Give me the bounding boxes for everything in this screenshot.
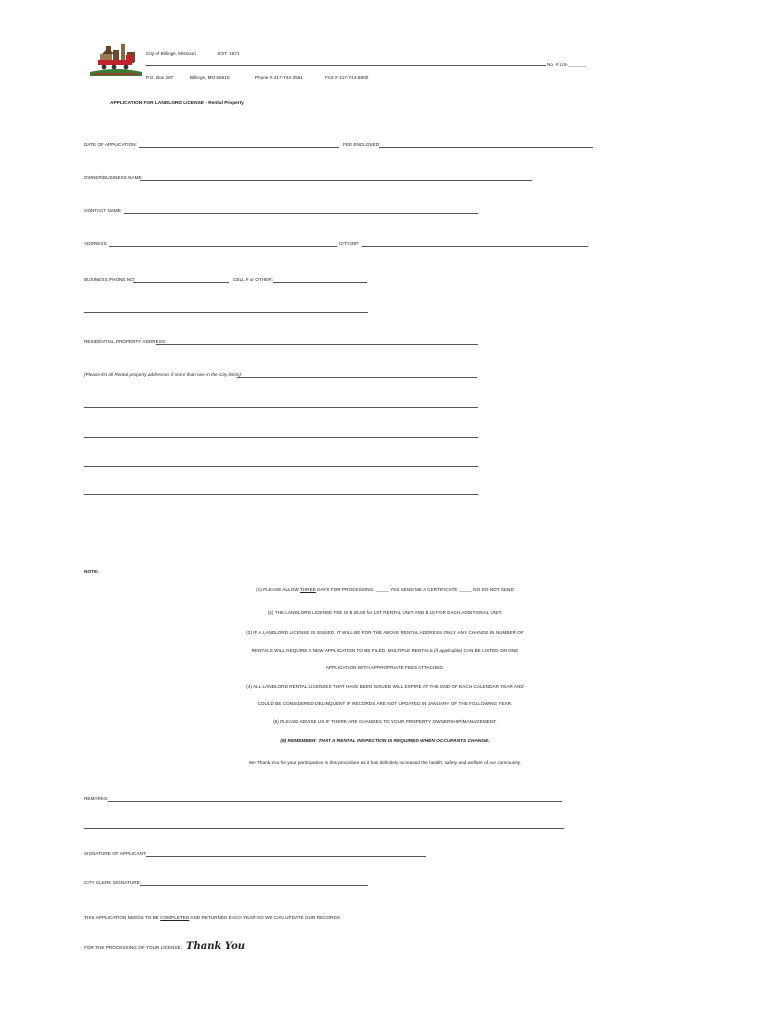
owner-field[interactable] xyxy=(140,180,532,181)
list-addresses-note: (Please list all Rental property addresses if more than one in the City limits): xyxy=(84,372,243,377)
processing-notice: FOR THE PROCESSING OF YOUR LICENSE. xyxy=(84,945,183,950)
clerk-signature-label: CITY CLERK SIGNATURE: xyxy=(84,880,142,885)
address-field[interactable] xyxy=(109,246,337,247)
note-4-line-2: COULD BE CONSIDERED DELINQUENT IF RECORDS ARE NOT UPDATED IN JANUARY OF THE FOLLOWING YEAR. xyxy=(257,701,513,706)
header-fax: FAX # 417-744-8800 xyxy=(325,75,369,80)
fee-label: FEE ENCLOSED: xyxy=(343,142,381,147)
thank-you-line: We Thank You for your participation in this procedure as it has definitely increased the health, safety and welfare of our community. xyxy=(248,760,522,765)
note-1: (1) PLEASE ALLOW THREE DAYS FOR PROCESSING. _____ YES SEND ME A CERTIFICATE _____ NO DO NOT SEND xyxy=(256,587,514,592)
license-number: No. # LIS-_______ xyxy=(547,62,587,67)
note-2: (2) THE LANDLORD LICENSE FEE IS $ 25.00 for 1ST RENTAL UNIT AND $ 10 FOR EACH ADDITIONAL UNIT. xyxy=(267,610,503,615)
contact-label: CONTACT NAME: xyxy=(84,208,123,213)
note-5: (5) PLEASE ADVISE US IF THERE ARE CHANGES TO YOUR PROPERTY OWNERSHIP/MANAGEMENT. xyxy=(273,719,497,724)
header-po-box: P.O. Box 207 xyxy=(146,75,174,80)
date-field[interactable] xyxy=(139,147,339,148)
address-line[interactable] xyxy=(84,437,478,438)
address-line[interactable] xyxy=(84,407,478,408)
header-rule xyxy=(146,65,546,66)
cell-label: CELL # or OTHER: xyxy=(233,277,273,282)
remarks-field[interactable] xyxy=(108,801,562,802)
address-label: ADDRESS: xyxy=(84,241,108,246)
phone-label: BUSINESS PHONE NO: xyxy=(84,277,136,282)
note-3-line-1: (3) IF A LANDLORD LICENSE IS ISSUED, IT WILL BE FOR THE ABOVE RENTAL ADDRESS ONLY. ANY CHANGE IN NUMBER OF xyxy=(246,630,524,635)
contact-field[interactable] xyxy=(124,213,478,214)
header-established: EST. 1871 xyxy=(218,51,240,56)
city-logo-illustration xyxy=(86,40,146,80)
completed-notice: THIS APPLICATION NEEDS TO BE COMPLETED AND RETURNED EACH YEAR SO WE CAN UPDATE OUR RECORDS xyxy=(84,915,341,920)
phone-field[interactable] xyxy=(133,282,229,283)
applicant-signature-field[interactable] xyxy=(146,856,426,857)
header-phone: Phone # 417-744-2581 xyxy=(255,75,303,80)
note-3-line-2: RENTALS WILL REQUIRE A NEW APPLICATION TO BE FILED. MULTIPLE RENTALS (if applicable) CAN BE LISTED ON ONE xyxy=(251,648,519,653)
cell-field[interactable] xyxy=(273,282,367,283)
thank-you-signature: Thank You xyxy=(186,941,246,952)
header-city-zip: Billings, MO 65610 xyxy=(190,75,230,80)
remarks-line[interactable] xyxy=(84,828,564,829)
city-zip-field[interactable] xyxy=(362,246,588,247)
note-3-line-3: APPLICATION WITH APPROPRIATE FEES ATTACHED. xyxy=(325,665,445,670)
rental-address-label: RESIDENTIAL PROPERTY ADDRESS: xyxy=(84,339,167,344)
address-line[interactable] xyxy=(84,494,478,495)
applicant-signature-label: SIGNATURE OF APPLICANT: xyxy=(84,851,147,856)
form-title: APPLICATION FOR LANDLORD LICENSE - Rental Property xyxy=(110,101,244,106)
address-line[interactable] xyxy=(84,466,478,467)
city-zip-label: CITY/ZIP: xyxy=(339,241,360,246)
blank-line[interactable] xyxy=(84,312,368,313)
note-heading: NOTE: xyxy=(84,570,99,575)
rental-address-field[interactable] xyxy=(156,344,478,345)
note-4-line-1: (4) ALL LANDLORD RENTAL LICENSES THAT HAVE BEEN ISSUED WILL EXPIRE AT THE END OF EACH CALENDAR YEAR AND xyxy=(246,684,524,689)
owner-label: OWNER/BUSINESS NAME: xyxy=(84,175,143,180)
list-addresses-field[interactable] xyxy=(237,377,477,378)
note-6: (6) REMEMBER: THAT A RENTAL INSPECTION IS REQUIRED WHEN OCCUPANTS CHANGE. xyxy=(280,739,490,744)
fee-field[interactable] xyxy=(379,147,593,148)
clerk-signature-field[interactable] xyxy=(140,885,368,886)
date-label: DATE OF APPLICATION: xyxy=(84,142,137,147)
remarks-label: REMARKS: xyxy=(84,796,109,801)
header-city: City of Billings, Missouri xyxy=(146,51,196,56)
